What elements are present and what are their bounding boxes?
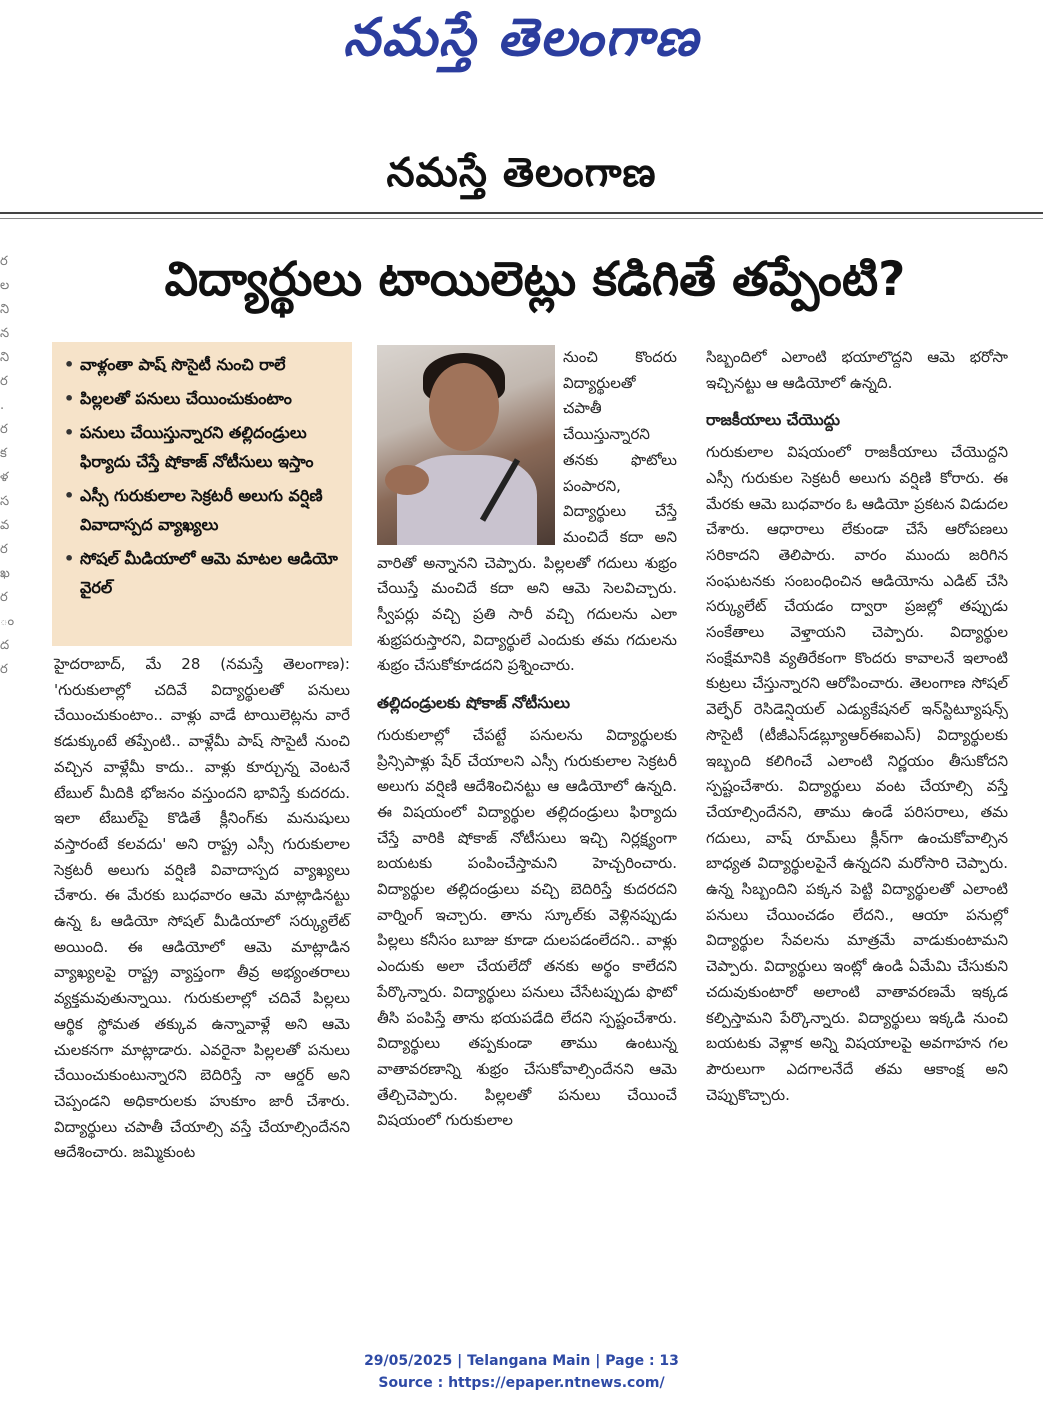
article-paragraph: హైదరాబాద్, మే 28 (నమస్తే తెలంగాణ): 'గురుకులాల్లో చదివే విద్యార్థులతో పనులు చేయించుకుంటాం.. వాళ్లు వాడే టాయిలెట్లను వారే కడుక్కుంటే తప్పేంటి.. వాళ్లేమీ పాష్ సొసైటీ నుంచి వచ్చిన వాళ్లేమీ కాదు.. వాళ్లు కూర్చున్న వెంటనే టేబుల్ మీదికి భోజనం వస్తుందని భావిస్తే కుదరదు. ఇలా టేబుల్‌పై కొడితే క్లీనింగ్‌కు మనుషులు వస్తారంటే కలవదు' అని రాష్ట్ర ఎస్సీ గురుకులాల సెక్రటరీ అలుగు వర్షిణి వివాదాస్పద వ్యాఖ్యలు చేశారు. ఈ మేరకు బుధవారం ఆమె మాట్లాడినట్టు ఉన్న ఓ ఆడియో సోషల్ మీడియాలో సర్క్యులేట్ అయింది. ఈ ఆడియోలో ఆమె మాట్లాడిన వ్యాఖ్యలపై రాష్ట్ర వ్యాప్తంగా తీవ్ర అభ్యంతరాలు వ్యక్తమవుతున్నాయి. గురుకులాల్లో చదివే పిల్లలు ఆర్థిక స్థోమత తక్కువ ఉన్నావాళ్లే అని ఆమె చులకనగా మాట్లాడారు. ఎవరైనా పిల్లలతో పనులు చేయించుకుంటున్నారని బెదిరిస్తే నా ఆర్డర్ అని చెప్పండని అధికారులకు హుకూం జారీ చేశారు. విద్యార్థులు చపాతీ చేయాల్సి వస్తే చేయాల్సిందేనని ఆదేశించారు. జమ్మికుంట bbox=[54, 655, 350, 1162]
edge-character: ద bbox=[0, 638, 10, 653]
article-paragraph: గురుకులాల విషయంలో రాజకీయాలు చేయొద్దని ఎస్సీ గురుకుల సెక్రటరీ అలుగు వర్షిణి కోరారు. ఈ మేరకు ఆమె బుధవారం ఓ ఆడియో ప్రకటన విడుదల చేశారు. ఆధారాలు లేకుండా చేసే ఆరోపణలు సరికాదని తెలిపారు. వారం ముందు జరిగిన సంఘటనకు సంబంధించిన ఆడియోను ఎడిట్ చేసి సర్క్యులేట్ చేయడం ద్వారా ప్రజల్లో తప్పుడు సంకేతాలు వెళ్తాయని చెప్పారు. విద్యార్థుల సంక్షేమానికి వ్యతిరేకంగా కొందరు కావాలనే ఇలాంటి కుట్రలు చేస్తున్నారని ఆరోపించారు. తెలంగాణ సోషల్ వెల్ఫేర్ రెసిడెన్షియల్ ఎడ్యుకేషనల్ ఇన్‌స్టిట్యూషన్స్ సొసైటీ (టీజీఎస్‌డబ్ల్యూఆర్ఈఐఎస్) విద్యార్థులకు ఇబ్బంది కలిగించే ఎలాంటి నిర్ణయం తీసుకోదని స్పష్టంచేశారు. విద్యార్థులు వంట చేయాల్సి వస్తే చేయాల్సిందేనని, తాము ఉండే పరిసరాలు, తమ గదులు, వాష్ రూమ్‌లు క్లీన్‌గా ఉంచుకోవాల్సిన బాధ్యత విద్యార్థులపైనే ఉన్నదని మరోసారి చెప్పారు. ఉన్న సిబ్బందిని పక్కన పెట్టి విద్యార్థులతో ఎలాంటి పనులు చేయించడం లేదని., ఆయా పనుల్లో విద్యార్థుల సేవలను మాత్రమే వాడుకుంటామని చెప్పారు. విద్యార్థులు ఇంట్లో ఉండి ఏమేమి చేసుకుని చదువుకుంటారో అలాంటి వాతావరణమే ఇక్కడ కల్పిస్తామని పేర్కొన్నారు. విద్యార్థులు ఇక్కడి నుంచి బయటకు వెళ్లాక అన్ని విషయాలపై అవగాహన గల పౌరులుగా ఎదగాలనేదే తమ ఆకాంక్ష అని చెప్పుకొచ్చారు. bbox=[706, 443, 1008, 1104]
portrait-photo bbox=[377, 345, 555, 545]
highlights-list bbox=[58, 350, 348, 602]
masthead bbox=[0, 0, 1043, 80]
article-paragraph: సిబ్బందిలో ఎలాంటి భయాలొద్దని ఆమె భరోసా ఇచ్చినట్టు ఆ ఆడియోలో ఉన్నది. bbox=[706, 348, 1008, 392]
edge-character: స bbox=[0, 494, 10, 509]
edge-character: ర bbox=[0, 662, 8, 677]
section-title-text: నమస్తే తెలంగాణ bbox=[386, 150, 657, 196]
edge-character: ర bbox=[0, 422, 8, 437]
edge-character: న bbox=[0, 326, 10, 341]
highlight-item: • వాళ్లంతా పాష్ సొసైటీ నుంచి రాలే bbox=[58, 350, 348, 379]
adjacent-column-edge bbox=[0, 250, 20, 1250]
edge-character: ళ bbox=[0, 470, 9, 485]
edge-character: ని bbox=[0, 350, 10, 365]
section-title bbox=[0, 150, 1043, 206]
edge-character: ర bbox=[0, 590, 8, 605]
page-footer bbox=[0, 1350, 1043, 1394]
highlight-item: • పనులు చేయిస్తున్నారని తల్లిదండ్రులు ఫిర్యాదు చేస్తే షోకాజ్ నోటీసులు ఇస్తాం bbox=[58, 418, 348, 476]
highlight-item: • సోషల్ మీడియాలో ఆమె మాటల ఆడియో వైరల్ bbox=[58, 544, 348, 602]
divider-thin bbox=[0, 218, 1043, 219]
masthead-title: నమస్తే తెలంగాణ bbox=[343, 8, 700, 68]
article-subheading: తల్లిదండ్రులకు షోకాజ్ నోటీసులు bbox=[377, 694, 570, 713]
edge-character: వ bbox=[0, 518, 10, 533]
edge-character: ల bbox=[0, 278, 10, 293]
article-paragraph: నుంచి కొందరు విద్యార్థులతో చపాతీ చేయిస్తున్నారని తనకు ఫొటోలు పంపారని, విద్యార్థులు చేస్తే మంచిదే కదా అని వారితో అన్నానని చెప్పారు. పిల్లలతో గదులు శుభ్రం చేయిస్తే మంచిదే కదా అని ఆమె సెలవిచ్చారు. స్వీపర్లు వచ్చి ప్రతి సారీ వచ్చి గదులను ఎలా శుభ్రపరుస్తారని, విద్యార్థులే ఎందుకు తమ గదులను శుభ్రం చేసుకోకూడదని ప్రశ్నించారు. bbox=[377, 348, 677, 675]
edge-character: ం bbox=[0, 614, 15, 629]
highlight-item: • పిల్లలతో పనులు చేయించుకుంటాం bbox=[58, 384, 348, 413]
edge-character: ర bbox=[0, 254, 8, 269]
edge-character: ర bbox=[0, 542, 8, 557]
edge-character: క bbox=[0, 446, 7, 461]
highlights-box bbox=[52, 342, 352, 646]
edge-character: ని bbox=[0, 302, 10, 317]
article-paragraph: గురుకులాల్లో చేపట్టే పనులను విద్యార్థులకు ప్రిన్సిపాళ్లు షేర్ చేయాలని ఎస్సీ గురుకులాల సెక్రటరీ అలుగు వర్షిణి ఆదేశించినట్టు ఆ ఆడియోలో ఉన్నది. ఈ విషయంలో విద్యార్థుల తల్లిదండ్రులు ఫిర్యాదు చేస్తే వారికి షోకాజ్ నోటీసులు ఇచ్చి నిర్లక్ష్యంగా బయటకు పంపించేస్తామని హెచ్చరించారు. విద్యార్థుల తల్లిదండ్రులు వచ్చి బెదిరిస్తే కుదరదని వార్నింగ్ ఇచ్చారు. తాను స్కూల్‌కు వెళ్లినప్పుడు పిల్లలు కనీసం బూజు కూడా దులపడంలేదని.. వాళ్లు ఎందుకు అలా చేయలేదో తనకు అర్థం కాలేదని పేర్కొన్నారు. విద్యార్థులు పనులు చేసేటప్పుడు ఫొటో తీసి పంపిస్తే తాను భయపడేది లేదని స్పష్టంచేశారు. విద్యార్థులు తప్పకుండా తాము ఉంటున్న వాతావరణాన్ని శుభ్రం చేసుకోవాల్సిందేనని ఆమె తేల్చిచెప్పారు. పిల్లలతో పనులు చేయించే విషయంలో గురుకులాల bbox=[377, 725, 677, 1130]
edge-character: ఖ bbox=[0, 566, 10, 581]
divider bbox=[0, 212, 1043, 214]
article-subheading: రాజకీయాలు చేయొద్దు bbox=[706, 411, 840, 430]
article-column-3 bbox=[706, 345, 1008, 1108]
edge-character: ర bbox=[0, 374, 8, 389]
footer-source: Source : https://epaper.ntnews.com/ bbox=[378, 1375, 665, 1391]
edge-character: . bbox=[0, 398, 5, 413]
article-column-2 bbox=[377, 345, 677, 1134]
article-headline: విద్యార్థులు టాయిలెట్లు కడిగితే తప్పేంటి? bbox=[164, 252, 906, 307]
article-column-1 bbox=[54, 652, 350, 1166]
footer-date-page: 29/05/2025 | Telangana Main | Page : 13 bbox=[364, 1353, 679, 1369]
highlight-item: • ఎస్సీ గురుకులాల సెక్రటరీ అలుగు వర్షిణి వివాదాస్పద వ్యాఖ్యలు bbox=[58, 481, 348, 539]
